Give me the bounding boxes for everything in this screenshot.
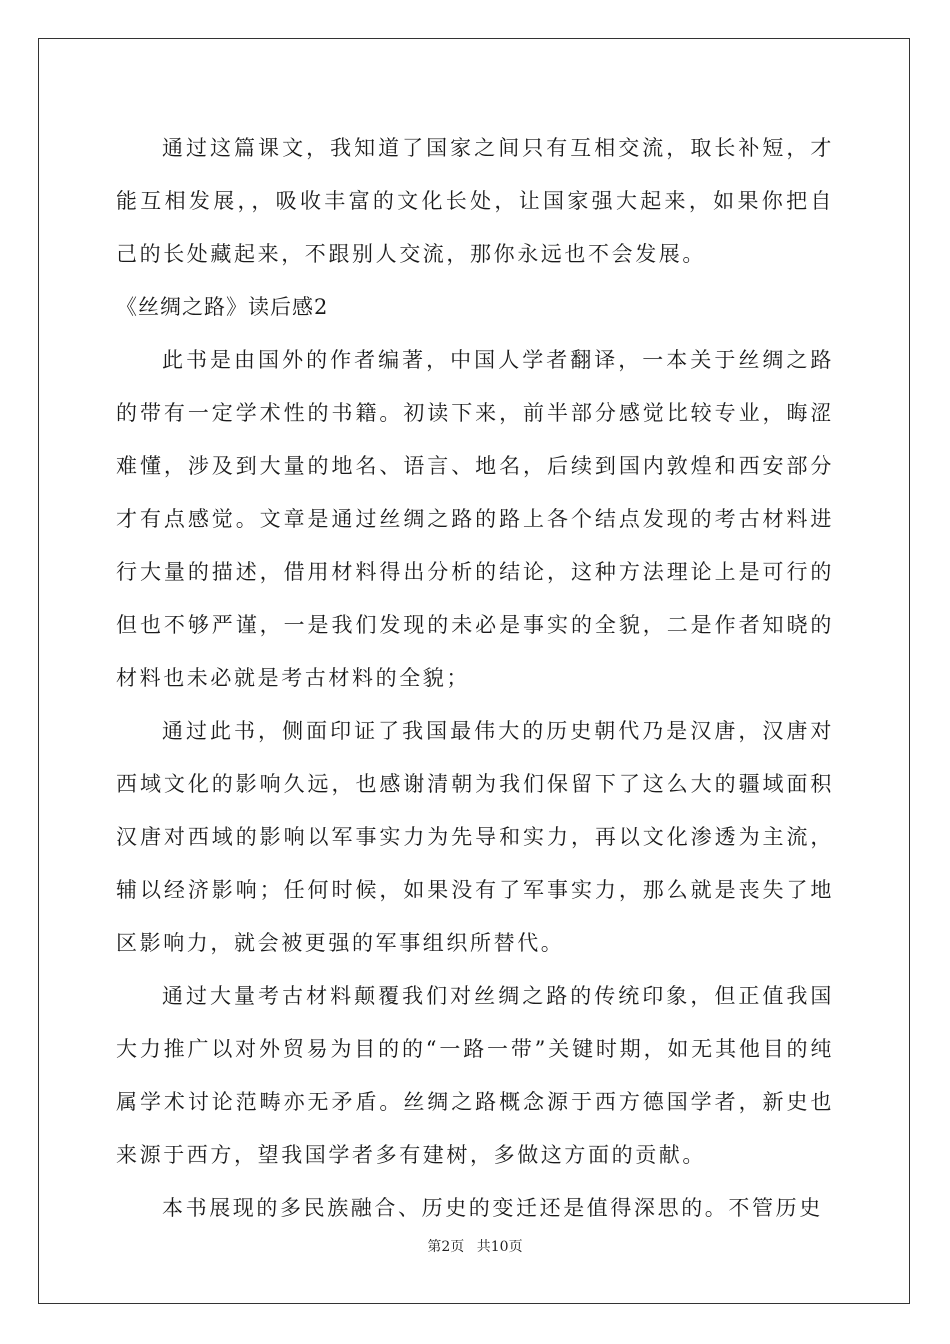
paragraph-4: 通过大量考古材料颠覆我们对丝绸之路的传统印象，但正值我国大力推广以对外贸易为目的的“一路一带”关键时期，如无其他目的纯属学术讨论范畴亦无矛盾。丝绸之路概念源于西方德国学者，新史也来源于西方，望我国学者多有建树，多做这方面的贡献。 [116, 984, 834, 1167]
paragraph-3: 通过此书，侧面印证了我国最伟大的历史朝代乃是汉唐，汉唐对西域文化的影响久远，也感谢清朝为我们保留下了这么大的疆域面积汉唐对西域的影响以军事实力为先导和实力，再以文化渗透为主流，辅以经济影响；任何时候，如果没有了军事实力，那么就是丧失了地区影响力，就会被更强的军事组织所替代。 [116, 719, 834, 955]
paragraph-2: 此书是由国外的作者编著，中国人学者翻译，一本关于丝绸之路的带有一定学术性的书籍。初读下来，前半部分感觉比较专业，晦涩难懂，涉及到大量的地名、语言、地名，后续到国内敦煌和西安部分才有点感觉。文章是通过丝绸之路的路上各个结点发现的考古材料进行大量的描述，借用材料得出分析的结论，这种方法理论上是可行的但也不够严谨，一是我们发现的未必是事实的全貌，二是作者知晓的材料也未必就是考古材料的全貌； [116, 348, 834, 690]
paragraph-1: 通过这篇课文，我知道了国家之间只有互相交流，取长补短，才能互相发展，，吸收丰富的文化长处，让国家强大起来，如果你把自己的长处藏起来，不跟别人交流，那你永远也不会发展。 [116, 136, 834, 266]
paragraph-5: 本书展现的多民族融合、历史的变迁还是值得深思的。不管历史 [162, 1196, 823, 1220]
page-footer [0, 1236, 950, 1256]
document-body [116, 122, 834, 1235]
page-number: 第2页 [427, 1239, 465, 1255]
section-heading: 《丝绸之路》读后感2 [116, 295, 329, 319]
total-pages: 共10页 [476, 1239, 523, 1255]
